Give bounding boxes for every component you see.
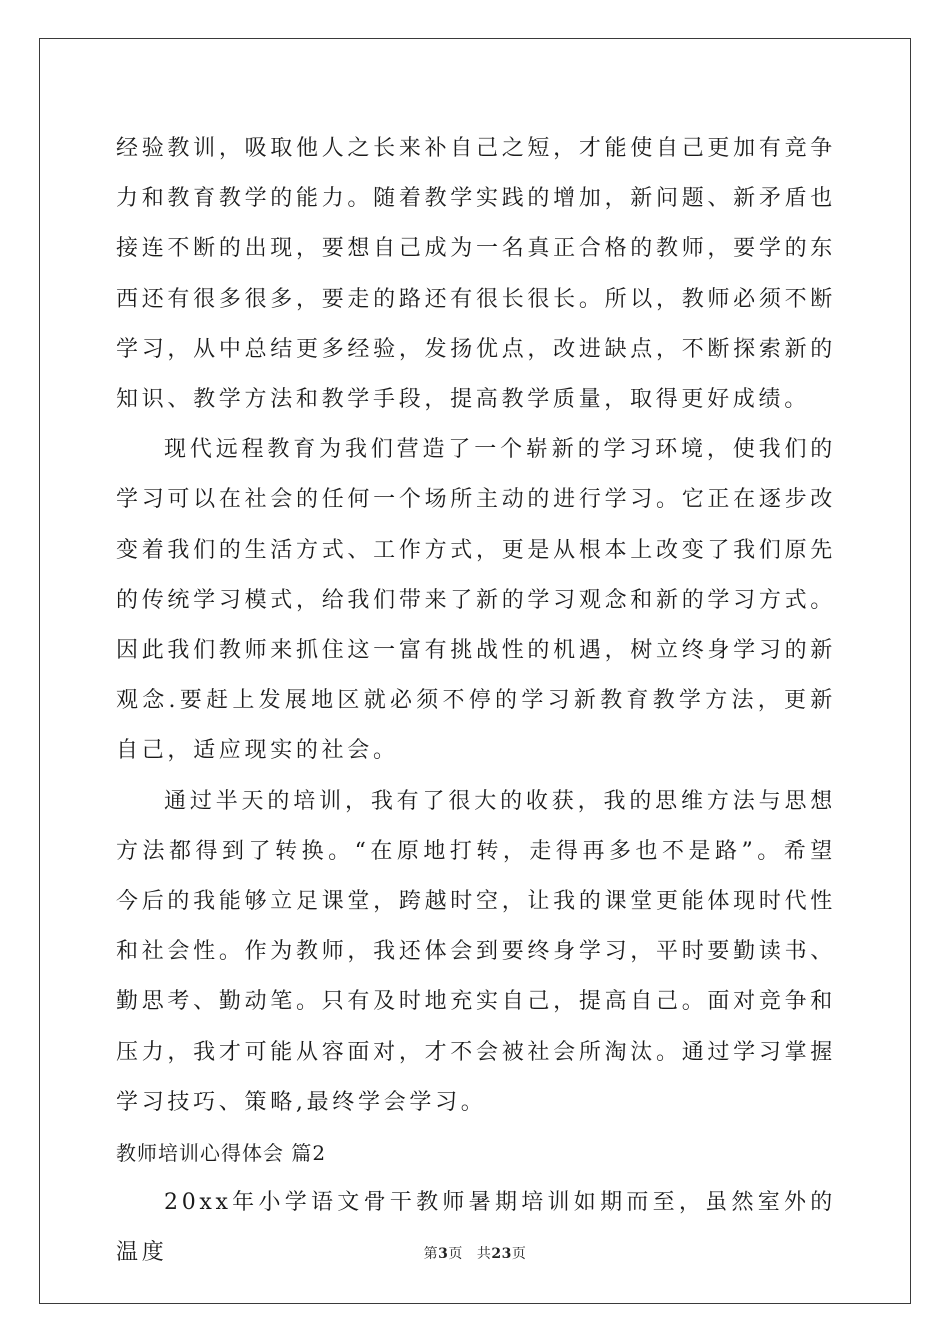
footer-total-suffix: 页 (511, 1246, 527, 1262)
document-body (116, 124, 836, 1279)
footer-prefix: 第 (423, 1246, 439, 1262)
paragraph-2: 现代远程教育为我们营造了一个崭新的学习环境，使我们的学习可以在社会的任何一个场所主动的进行学习。它正在逐步改变着我们的生活方式、工作方式，更是从根本上改变了我们原先的传统学习模式，给我们带来了新的学习观念和新的学习方式。因此我们教师来抓住这一富有挑战性的机遇，树立终身学习的新观念.要赶上发展地区就必须不停的学习新教育教学方法，更新自己，适应现实的社会。 (116, 437, 836, 764)
paragraph-4: 20xx年小学语文骨干教师暑期培训如期而至，虽然室外的温度 (116, 1190, 836, 1266)
footer-total-prefix: 共 (476, 1246, 492, 1262)
paragraph-1: 经验教训，吸取他人之长来补自己之短，才能使自己更加有竞争力和教育教学的能力。随着教学实践的增加，新问题、新矛盾也接连不断的出现，要想自己成为一名真正合格的教师，要学的东西还有很多很多，要走的路还有很长很长。所以，教师必须不断学习，从中总结更多经验，发扬优点，改进缺点，不断探索新的知识、教学方法和教学手段，提高教学质量，取得更好成绩。 (116, 136, 836, 413)
footer-page-suffix: 页 (448, 1246, 463, 1262)
paragraph-3: 通过半天的培训，我有了很大的收获，我的思维方法与思想方法都得到了转换。“在原地打转，走得再多也不是路”。希望今后的我能够立足课堂，跨越时空，让我的课堂更能体现时代性和社会性。作为教师，我还体会到要终身学习，平时要勤读书、勤思考、勤动笔。只有及时地充实自己，提高自己。面对竞争和压力，我才可能从容面对，才不会被社会所淘汰。通过学习掌握学习技巧、策略,最终学会学习。 (116, 788, 836, 1115)
page-footer (0, 1243, 950, 1263)
section-heading: 教师培训心得体会 篇2 (116, 1141, 327, 1166)
total-pages-number: 23 (491, 1246, 512, 1262)
current-page-number: 3 (438, 1246, 449, 1262)
